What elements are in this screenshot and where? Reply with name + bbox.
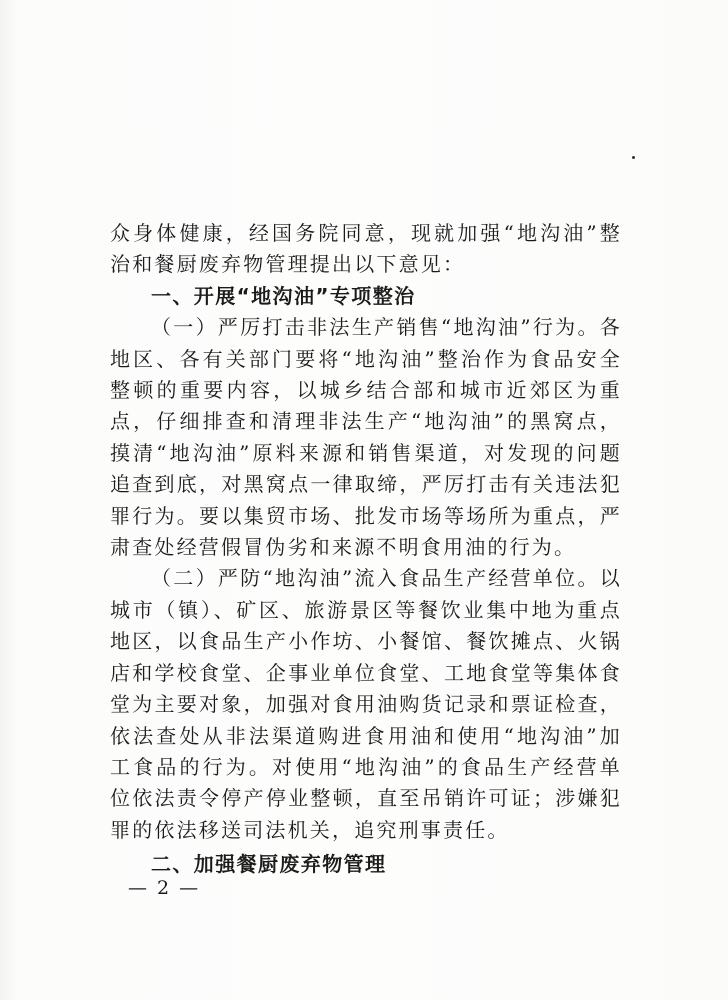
- section-heading-2: 二、加强餐厨废弃物管理: [151, 852, 387, 876]
- page-number: — 2 —: [128, 877, 201, 899]
- paragraph-intro: 众身体健康，经国务院同意，现就加强“地沟油”整治和餐厨废弃物管理提出以下意见：: [110, 221, 622, 277]
- document-body: [110, 218, 622, 846]
- paragraph-item-1: （一）严厉打击非法生产销售“地沟油”行为。各地区、各有关部门要将“地沟油”整治作为食品安全整顿的重要内容，以城乡结合部和城市近郊区为重点，仔细排查和清理非法生产“地沟油”的黑窝点，摸清“地沟油”原料来源和销售渠道，对发现的问题追查到底，对黑窝点一律取缔，严厉打击有关违法犯罪行为。要以集贸市场、批发市场等场所为重点，严肃查处经营假冒伪劣和来源不明食用油的行为。: [110, 315, 622, 560]
- section-heading-1: 一、开展“地沟油”专项整治: [151, 283, 416, 308]
- paragraph-item-2: （二）严防“地沟油”流入食品生产经营单位。以城市（镇）、矿区、旅游景区等餐饮业集中地为重点地区，以食品生产小作坊、小餐馆、餐饮摊点、火锅店和学校食堂、企事业单位食堂、工地食堂等集体食堂为主要对象，加强对食用油购货记录和票证检查，依法查处从非法渠道购进食用油和使用“地沟油”加工食品的行为。对使用“地沟油”的食品生产经营单位依法责令停产停业整顿，直至吊销许可证；涉嫌犯罪的依法移送司法机关，追究刑事责任。: [110, 566, 622, 842]
- scan-speck: [632, 156, 635, 159]
